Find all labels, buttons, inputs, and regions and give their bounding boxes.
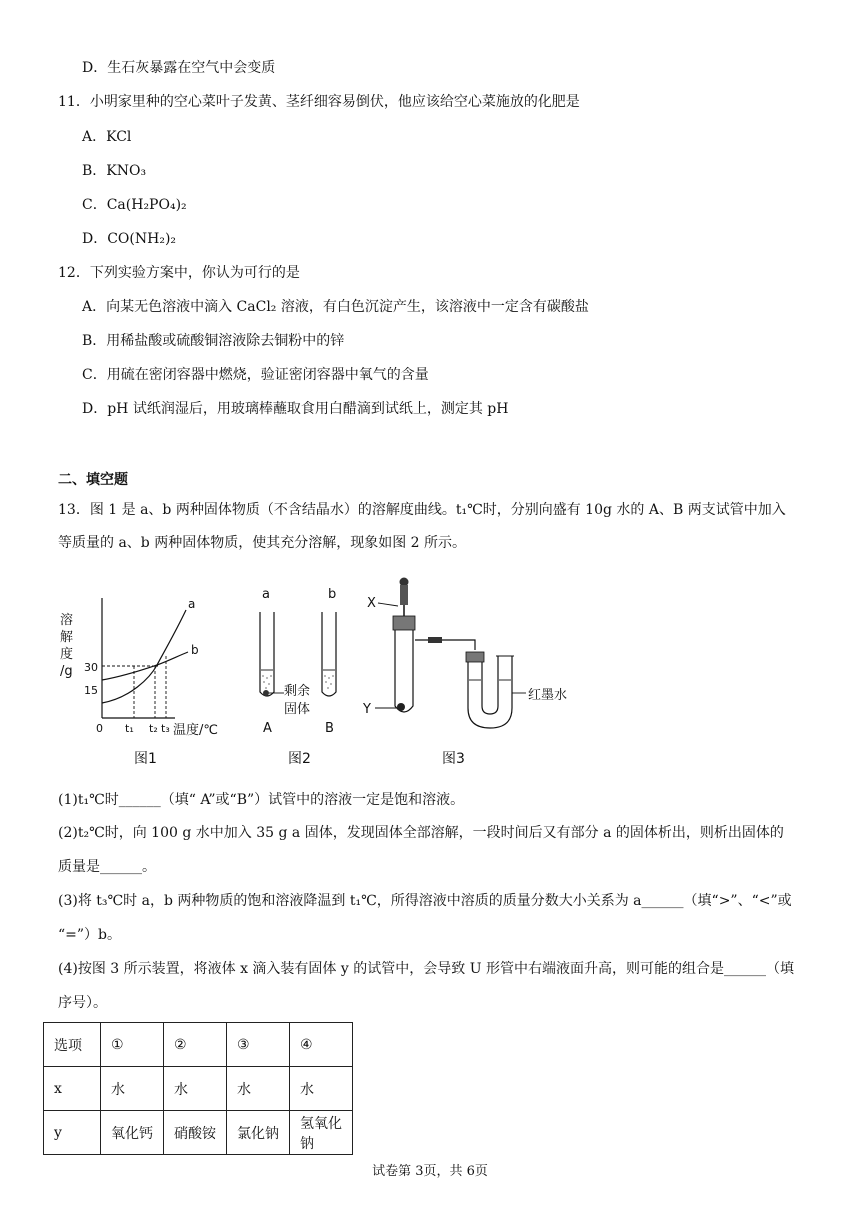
fig2-label-A: A [263,721,272,736]
table-cell: ② [164,1023,227,1067]
q11-option-b: B．KNO₃ [82,163,147,179]
fig1-xtick-t2: t₂ [149,722,158,735]
fig1-ylabel-3: 度 [60,647,74,662]
options-table [43,1022,353,1155]
table-cell: 水 [290,1067,353,1111]
fig2-tube-b-liquid-dots [324,675,333,688]
q12-stem: 12．下列实验方案中，你认为可行的是 [58,265,300,281]
fig2-tube-b [322,612,336,696]
fig1-ylabel-4: /g [60,664,73,679]
table-row [44,1067,353,1111]
fig3-x-pointer [378,603,398,606]
q12-option-a: A．向某无色溶液中滴入 CaCl₂ 溶液，有白色沉淀产生，该溶液中一定含有碳酸盐 [82,299,589,315]
q13-sub2-line1: (2)t₂℃时，向 100 g 水中加入 35 g a 固体，发现固体全部溶解，一段时间后又有部分 a 的固体析出，则析出固体的 [58,825,784,841]
q13-stem-line2: 等质量的 a、b 两种固体物质，使其充分溶解，现象如图 2 所示。 [58,535,467,551]
fig1-origin-label: 0 [96,722,103,735]
fig3-dropper [400,585,408,605]
table-cell: 水 [227,1067,290,1111]
fig2-solid-label-2: 固体 [284,702,311,717]
table-cell: x [44,1067,101,1111]
figure-2-test-tubes [260,587,336,767]
table-cell: 水 [101,1067,164,1111]
fig1-curve-b-label: b [191,643,199,657]
fig2-solid-label-1: 剩余 [284,684,311,699]
fig1-curve-a [102,610,186,703]
fig2-remaining-solid [263,690,269,696]
fig2-tube-b-label: b [328,587,337,602]
fig2-tube-a-liquid-dots [262,675,271,688]
fig2-tube-a [260,612,274,696]
fig3-solid-y [397,703,405,711]
fig3-x-label: X [367,596,376,611]
fig2-label-B: B [325,721,334,736]
fig3-tube-joint [428,637,442,643]
fig1-curve-a-label: a [188,597,196,611]
figures-panel [60,568,620,778]
q11-option-a: A．KCl [82,129,132,145]
fig3-y-label: Y [363,702,371,717]
table-cell: 硝酸铵 [164,1111,227,1155]
q12-option-d: D．pH 试纸润湿后，用玻璃棒蘸取食用白醋滴到试纸上，测定其 pH [82,401,509,417]
fig3-u-tube-outer [468,656,512,728]
q11-option-c: C．Ca(H₂PO₄)₂ [82,197,187,213]
table-cell: ③ [227,1023,290,1067]
q13-stem-line1: 13．图 1 是 a、b 两种固体物质（不含结晶水）的溶解度曲线。t₁℃时，分别向盛有 10g 水的 A、B 两支试管中加入 [58,502,786,518]
q10-option-d: D．生石灰暴露在空气中会变质 [82,60,276,76]
q12-option-b: B．用稀盐酸或硫酸铜溶液除去铜粉中的锌 [82,333,345,349]
q11-option-d: D．CO(NH₂)₂ [82,231,177,247]
table-cell: ① [101,1023,164,1067]
q13-sub3-line1: (3)将 t₃℃时 a，b 两种物质的饱和溶液降温到 t₁℃，所得溶液中溶质的质量分数大小关系为 a______（填“>”、“<”或 [58,893,792,909]
table-row [44,1023,353,1067]
fig3-u-tube-inner [482,656,498,714]
fig3-caption: 图3 [442,751,465,767]
table-cell: y [44,1111,101,1155]
fig1-ytick-15: 15 [84,684,98,697]
fig1-ylabel-2: 解 [60,630,74,645]
table-cell: 氢氧化钠 [290,1111,353,1155]
q13-sub3-line2: “=”）b。 [58,927,122,943]
table-cell: 氧化钙 [101,1111,164,1155]
q12-option-c: C．用硫在密闭容器中燃烧，验证密闭容器中氧气的含量 [82,367,429,383]
q13-sub2-line2: 质量是______。 [58,859,156,875]
table-cell: 氯化钠 [227,1111,290,1155]
fig3-ink-label: 红墨水 [528,688,568,703]
figure-1-solubility-graph [60,597,218,767]
fig2-tube-a-label: a [262,587,270,602]
fig1-xtick-t1: t₁ [125,722,134,735]
fig3-delivery-tube [415,640,475,650]
fig3-test-tube [395,630,413,712]
table-cell: 水 [164,1067,227,1111]
q13-sub4-line2: 序号）。 [58,995,107,1011]
figure-3-apparatus [362,578,567,768]
fig3-stopper [393,616,415,630]
fig3-u-tube-stopper [466,652,484,662]
section-title: 二、填空题 [58,472,128,488]
fig2-caption: 图2 [288,751,311,767]
q13-sub1: (1)t₁℃时______（填“ A”或“B”）试管中的溶液一定是饱和溶液。 [58,792,465,808]
page-footer: 试卷第 3页，共 6页 [372,1164,488,1179]
table-cell: 选项 [44,1023,101,1067]
table-cell: ④ [290,1023,353,1067]
fig1-xtick-t3: t₃ [161,722,170,735]
table-row [44,1111,353,1155]
fig1-xlabel: 温度/℃ [173,723,218,738]
fig1-caption: 图1 [134,751,157,767]
q11-stem: 11．小明家里种的空心菜叶子发黄、茎纤细容易倒伏，他应该给空心菜施放的化肥是 [58,94,580,110]
q13-sub4-line1: (4)按图 3 所示装置，将液体 x 滴入装有固体 y 的试管中，会导致 U 形管中右端液面升高，则可能的组合是______（填 [58,961,794,977]
fig1-ytick-30: 30 [84,661,98,674]
fig1-ylabel-1: 溶 [60,613,74,628]
